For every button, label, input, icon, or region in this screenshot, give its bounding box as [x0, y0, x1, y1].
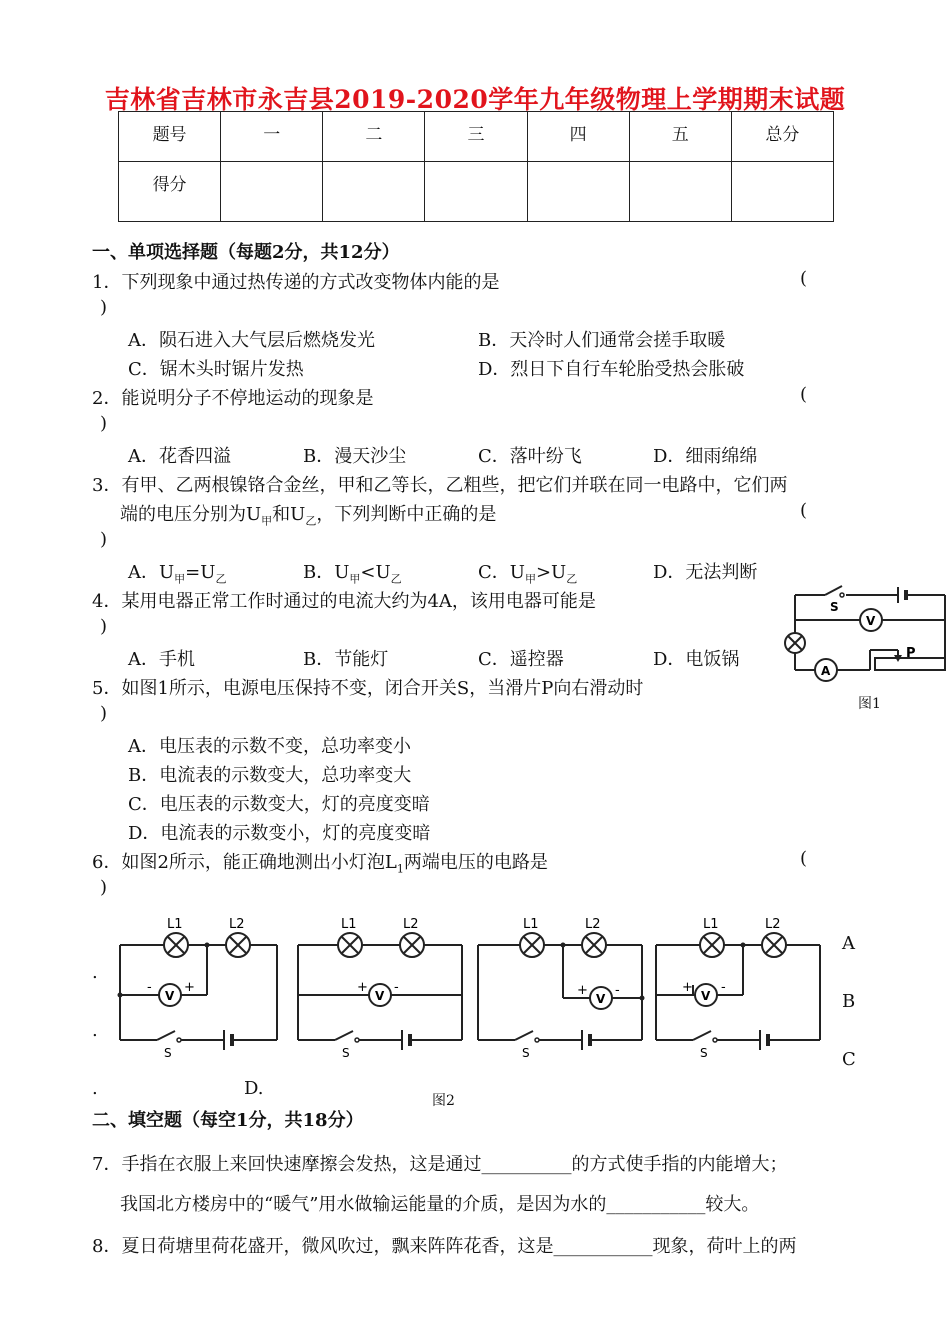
fig2-plus-sign: + — [184, 980, 195, 995]
option-text: D．电饭锅 — [653, 649, 740, 670]
score-row-label: 得分 — [119, 162, 221, 222]
fig2-left-dot: . — [92, 1078, 98, 1099]
option-text: B．节能灯 — [303, 649, 389, 670]
fig2-l1-label: L1 — [341, 917, 357, 932]
question-stem-cont: 端的电压分别为$U_甲$和$U_乙$，下列判断中正确的是 — [120, 504, 497, 528]
answer-paren-open: ( — [800, 500, 808, 521]
fig2-l2-label: L2 — [403, 917, 419, 932]
fig2-switch-label: S — [522, 1046, 530, 1060]
answer-paren-close: ) — [100, 529, 108, 550]
score-table — [118, 111, 834, 222]
fig2-plus-sign: + — [577, 983, 588, 998]
option-text: C．遥控器 — [478, 649, 564, 670]
figure-1-caption: 图1 — [858, 696, 881, 712]
score-header-cell: 五 — [629, 112, 731, 162]
score-cell — [527, 162, 629, 222]
answer-paren-open: ( — [800, 848, 808, 869]
fig2-side-label: A — [842, 933, 855, 954]
score-header-cell: 总分 — [731, 112, 833, 162]
question-stem: 5．如图1所示，电源电压保持不变，闭合开关S，当滑片P向右滑动时 — [92, 678, 644, 699]
option-text: B．漫天沙尘 — [303, 446, 407, 467]
fig1-ammeter-label: A — [821, 664, 831, 678]
page-title: 吉林省吉林市永吉县2019-2020学年九年级物理上学期期末试题 — [104, 85, 846, 114]
fig2-option-d-label: D. — [244, 1078, 264, 1099]
option-text: A．手机 — [128, 649, 195, 670]
score-cell — [425, 162, 527, 222]
figure-2-circuit-c — [470, 910, 650, 1060]
fig2-switch-label: S — [164, 1046, 172, 1060]
score-cell — [731, 162, 833, 222]
fig2-side-label: C — [842, 1049, 856, 1070]
fig2-voltmeter-label: V — [701, 989, 711, 1003]
option-text: C．电压表的示数变大，灯的亮度变暗 — [128, 794, 430, 815]
fig2-minus-sign: - — [147, 980, 152, 995]
fig2-switch-label: S — [700, 1046, 708, 1060]
option-text: B．天冷时人们通常会搓手取暖 — [478, 330, 726, 351]
question-8-line-1: 8．夏日荷塘里荷花盛开，微风吹过，飘来阵阵花香，这是___________现象，荷叶上的两 — [92, 1236, 797, 1257]
answer-paren-open: ( — [800, 384, 808, 405]
question-stem: 2．能说明分子不停地运动的现象是 — [92, 388, 374, 409]
fig2-left-dot: . — [92, 962, 98, 983]
fig2-minus-sign: - — [721, 980, 726, 995]
question-7-line-2: 我国北方楼房中的“暖气”用水做输运能量的介质，是因为水的___________较大。 — [120, 1194, 760, 1215]
score-header-cell: 题号 — [119, 112, 221, 162]
score-cell — [221, 162, 323, 222]
section-heading: 二、填空题（每空1分，共18分） — [92, 1110, 364, 1131]
fig2-voltmeter-label: V — [596, 992, 606, 1006]
figure-1-circuit — [780, 585, 950, 690]
fig2-l2-label: L2 — [229, 917, 245, 932]
question-stem: 6．如图2所示，能正确地测出小灯泡$L_1$两端电压的电路是 — [92, 852, 548, 876]
answer-paren-close: ) — [100, 413, 108, 434]
fig2-minus-sign: - — [615, 983, 620, 998]
option-text: C．落叶纷飞 — [478, 446, 582, 467]
score-header-cell: 四 — [527, 112, 629, 162]
fig2-left-dot: . — [92, 1020, 98, 1041]
fig2-l2-label: L2 — [765, 917, 781, 932]
fig1-slider-label: P — [906, 646, 916, 661]
question-stem: 4．某用电器正常工作时通过的电流大约为4A，该用电器可能是 — [92, 591, 596, 612]
option-text: A．电压表的示数不变，总功率变小 — [128, 736, 411, 757]
section-heading: 一、单项选择题（每题2分，共12分） — [92, 242, 400, 263]
fig1-voltmeter-label: V — [866, 614, 876, 628]
question-stem: 3．有甲、乙两根镍铬合金丝，甲和乙等长，乙粗些，把它们并联在同一电路中，它们两 — [92, 475, 788, 496]
fig2-switch-label: S — [342, 1046, 350, 1060]
fig2-plus-sign: + — [357, 980, 368, 995]
fig2-voltmeter-label: V — [375, 989, 385, 1003]
option-text: A．$U_甲=U_乙$ — [128, 562, 227, 586]
score-cell — [323, 162, 425, 222]
score-cell — [629, 162, 731, 222]
fig2-voltmeter-label: V — [165, 989, 175, 1003]
option-text: B．电流表的示数变大，总功率变大 — [128, 765, 412, 786]
option-text: C．锯木头时锯片发热 — [128, 359, 304, 380]
option-text: B．$U_甲<U_乙$ — [303, 562, 402, 586]
option-text: A．陨石进入大气层后燃烧发光 — [128, 330, 375, 351]
answer-paren-open: ( — [800, 268, 808, 289]
figure-2-circuit-b — [290, 910, 470, 1060]
figure-2-circuit-a — [112, 910, 292, 1060]
score-header-cell: 三 — [425, 112, 527, 162]
fig2-minus-sign: - — [394, 980, 399, 995]
option-text: A．花香四溢 — [128, 446, 231, 467]
score-header-cell: 一 — [221, 112, 323, 162]
option-text: D．烈日下自行车轮胎受热会胀破 — [478, 359, 745, 380]
option-text: D．电流表的示数变小，灯的亮度变暗 — [128, 823, 431, 844]
score-header-cell: 二 — [323, 112, 425, 162]
question-stem: 1．下列现象中通过热传递的方式改变物体内能的是 — [92, 272, 500, 293]
fig2-l1-label: L1 — [703, 917, 719, 932]
fig2-l1-label: L1 — [167, 917, 183, 932]
fig2-l1-label: L1 — [523, 917, 539, 932]
option-text: D．细雨绵绵 — [653, 446, 758, 467]
option-text: D．无法判断 — [653, 562, 758, 583]
figure-2-circuit-d — [648, 910, 828, 1060]
fig2-side-label: B — [842, 991, 856, 1012]
fig2-l2-label: L2 — [585, 917, 601, 932]
fig1-switch-label: S — [830, 600, 839, 614]
option-text: C．$U_甲>U_乙$ — [478, 562, 578, 586]
answer-paren-close: ) — [100, 703, 108, 724]
figure-2-caption: 图2 — [432, 1093, 455, 1109]
answer-paren-close: ) — [100, 877, 108, 898]
question-7-line-1: 7．手指在衣服上来回快速摩擦会发热，这是通过__________的方式使手指的内能增大； — [92, 1154, 788, 1175]
answer-paren-close: ) — [100, 297, 108, 318]
fig2-plus-sign: + — [682, 980, 693, 995]
answer-paren-close: ) — [100, 616, 108, 637]
